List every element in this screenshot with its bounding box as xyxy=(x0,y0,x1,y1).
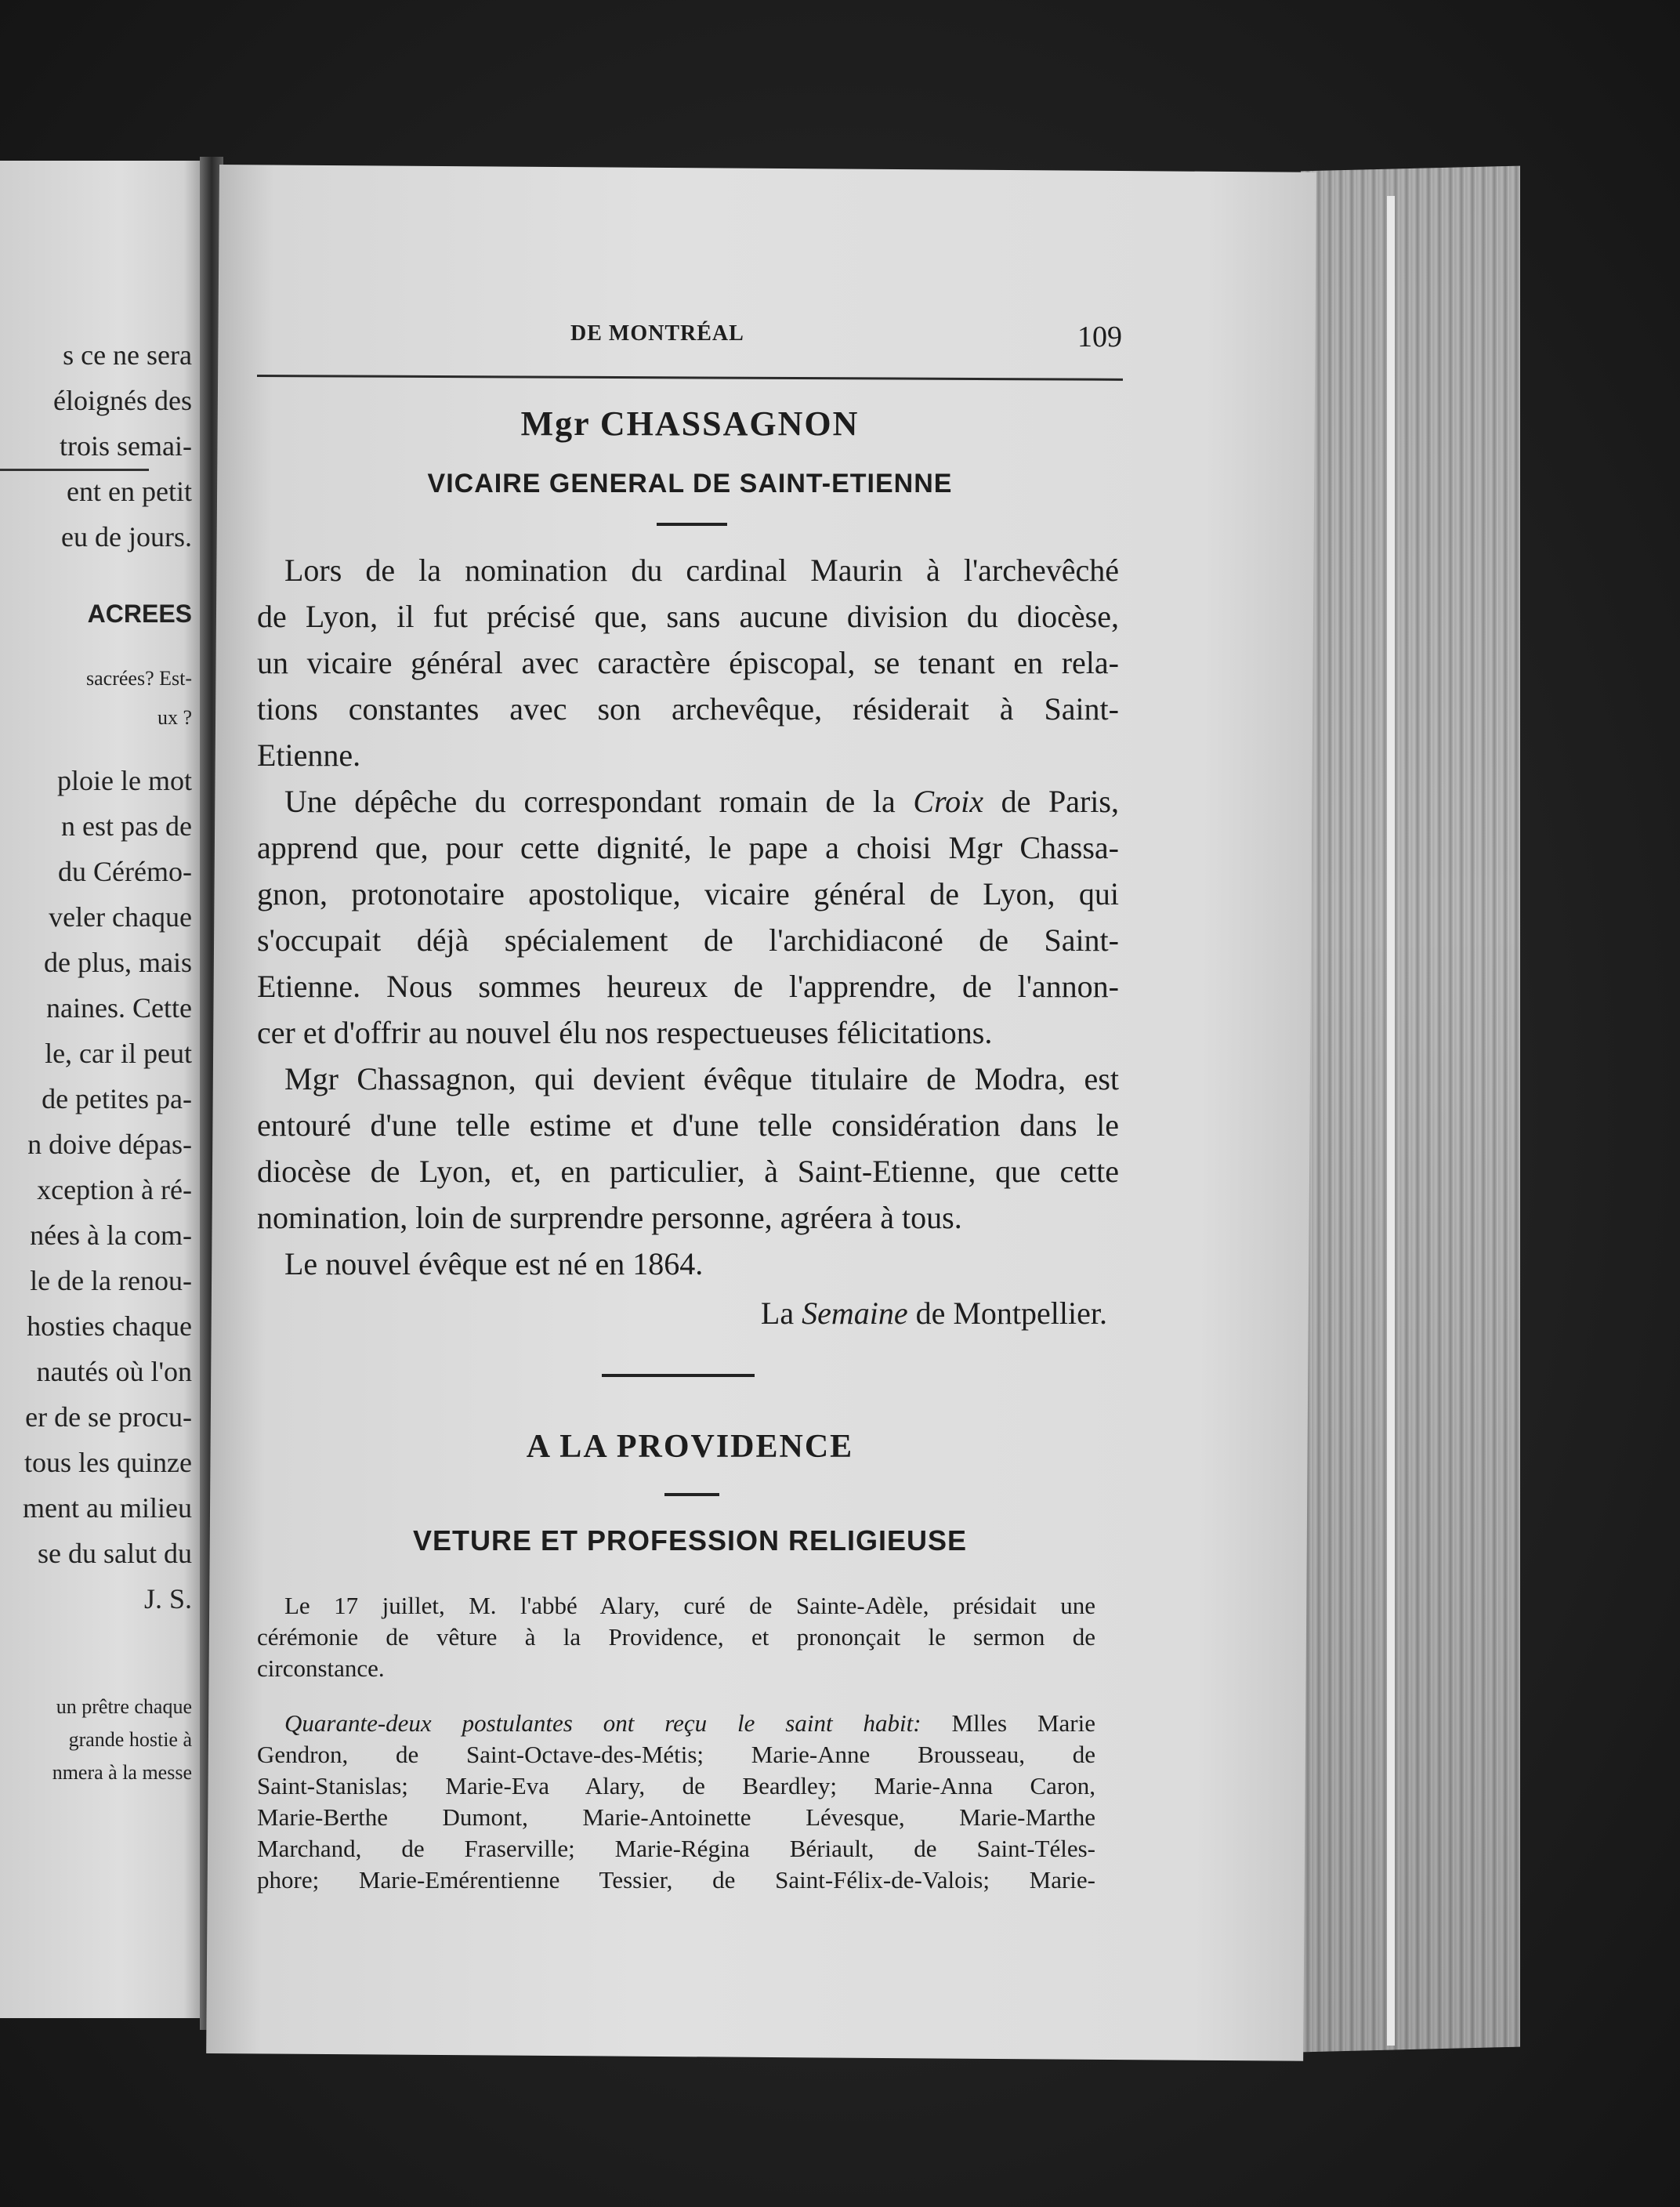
left-page-line: trois semai- xyxy=(60,430,192,462)
left-page-line: grande hostie à xyxy=(68,1728,192,1751)
left-page-fragment xyxy=(0,161,200,2018)
left-page-line: naines. Cette xyxy=(46,992,192,1024)
article1-line: nomination, loin de surprendre personne, agréera à tous. xyxy=(257,1200,962,1235)
article1-line: gnon, protonotaire apostolique, vicaire général de Lyon, qui xyxy=(257,876,1119,911)
left-page-line: ux ? xyxy=(157,706,192,729)
article1-line: s'occupait déjà spécialement de l'archidiaconé de Saint- xyxy=(257,922,1119,958)
left-page-line: se du salut du xyxy=(38,1538,192,1569)
left-page-line: nautés où l'on xyxy=(36,1356,192,1387)
left-page-line: de plus, mais xyxy=(44,947,192,978)
article2-line: Gendron, de Saint-Octave-des-Métis; Marie-Anne Brousseau, de xyxy=(257,1741,1095,1768)
article1-line: un vicaire général avec caractère épiscopal, se tenant en rela- xyxy=(257,645,1119,680)
article2-line: circonstance. xyxy=(257,1654,385,1682)
left-page-line: veler chaque xyxy=(49,901,192,933)
left-page-line: nmera à la messe xyxy=(52,1761,192,1784)
article1-line: apprend que, pour cette dignité, le pape a choisi Mgr Chassa- xyxy=(257,830,1119,865)
left-page-line: du Cérémo- xyxy=(58,856,192,887)
left-page-line: hosties chaque xyxy=(27,1310,192,1342)
article1-line: entouré d'une telle estime et d'une telle considération dans le xyxy=(257,1107,1119,1143)
article2-divider xyxy=(664,1493,719,1496)
article2-subtitle: VETURE ET PROFESSION RELIGIEUSE xyxy=(412,1524,968,1556)
article2-line: phore; Marie-Emérentienne Tessier, de Saint-Félix-de-Valois; Marie- xyxy=(257,1866,1095,1894)
article2-line: cérémonie de vêture à la Providence, et prononçait le sermon de xyxy=(257,1623,1095,1651)
left-page-line: n doive dépas- xyxy=(27,1129,192,1160)
article2-line: Quarante-deux postulantes ont reçu le saint habit: Mlles Marie xyxy=(284,1709,1095,1737)
left-page-line: ACREES xyxy=(87,600,192,628)
left-page-line: ent en petit xyxy=(67,476,192,507)
article2-line: Marie-Berthe Dumont, Marie-Antoinette Lévesque, Marie-Marthe xyxy=(257,1803,1095,1831)
article1-line: Lors de la nomination du cardinal Maurin à l'archevêché xyxy=(284,553,1119,588)
page-edge-highlight xyxy=(1387,196,1395,2046)
article1-title: Mgr CHASSAGNON xyxy=(520,404,860,443)
left-page-line: sacrées? Est- xyxy=(86,667,192,690)
left-page-line: ploie le mot xyxy=(57,765,192,796)
article2-line: Saint-Stanislas; Marie-Eva Alary, de Beardley; Marie-Anna Caron, xyxy=(257,1772,1095,1799)
page-content xyxy=(257,0,1123,2207)
article1-line: Etienne. Nous sommes heureux de l'apprendre, de l'annon- xyxy=(257,969,1119,1004)
left-page-line: de petites pa- xyxy=(42,1083,192,1114)
article1-line: diocèse de Lyon, et, en particulier, à Saint-Etienne, que cette xyxy=(257,1154,1119,1189)
article1-line: de Lyon, il fut précisé que, sans aucune division du diocèse, xyxy=(257,599,1119,634)
left-page-line: eu de jours. xyxy=(61,521,192,553)
left-page-line: éloignés des xyxy=(53,385,192,416)
article1-line: Le nouvel évêque est né en 1864. xyxy=(284,1246,704,1281)
article1-line: Mgr Chassagnon, qui devient évêque titulaire de Modra, est xyxy=(284,1061,1119,1096)
left-page-line: un prêtre chaque xyxy=(56,1695,192,1718)
left-page-line: le, car il peut xyxy=(45,1038,192,1069)
section-divider xyxy=(602,1374,755,1377)
italic-text: Semaine xyxy=(802,1296,908,1331)
article1-line: Une dépêche du correspondant romain de la Croix de Paris, xyxy=(284,784,1119,819)
left-page-line: tous les quinze xyxy=(24,1447,192,1478)
article1-line: Etienne. xyxy=(257,737,361,773)
article1-subtitle: VICAIRE GENERAL DE SAINT-ETIENNE xyxy=(427,469,953,498)
article2-title: A LA PROVIDENCE xyxy=(526,1429,854,1465)
article2-line: Le 17 juillet, M. l'abbé Alary, curé de Sainte-Adèle, présidait une xyxy=(284,1592,1095,1619)
left-page-line: J. S. xyxy=(143,1583,192,1614)
book-page-edges xyxy=(1301,166,1520,2053)
italic-text: Croix xyxy=(913,784,984,819)
left-page-line: nées à la com- xyxy=(30,1219,192,1251)
article1-signature: La Semaine de Montpellier. xyxy=(760,1296,1107,1331)
left-page-line: xception à ré- xyxy=(37,1174,192,1205)
left-page-line: er de se procu- xyxy=(25,1401,192,1433)
left-page-rule xyxy=(0,469,149,471)
left-page-line: n est pas de xyxy=(61,810,192,842)
italic-text: Quarante-deux postulantes ont reçu le saint habit: xyxy=(284,1709,921,1737)
left-page-line: s ce ne sera xyxy=(63,339,192,371)
article1-divider xyxy=(657,523,727,526)
page-number: 109 xyxy=(1077,321,1122,353)
running-head: DE MONTRÉAL xyxy=(570,321,744,346)
article2-line: Marchand, de Fraserville; Marie-Régina Bériault, de Saint-Téles- xyxy=(257,1835,1095,1862)
left-page-line: le de la renou- xyxy=(30,1265,192,1296)
article1-line: tions constantes avec son archevêque, résiderait à Saint- xyxy=(257,691,1119,727)
left-page-line: ment au milieu xyxy=(23,1492,192,1524)
header-rule xyxy=(257,375,1123,381)
article1-line: cer et d'offrir au nouvel élu nos respectueuses félicitations. xyxy=(257,1015,993,1050)
